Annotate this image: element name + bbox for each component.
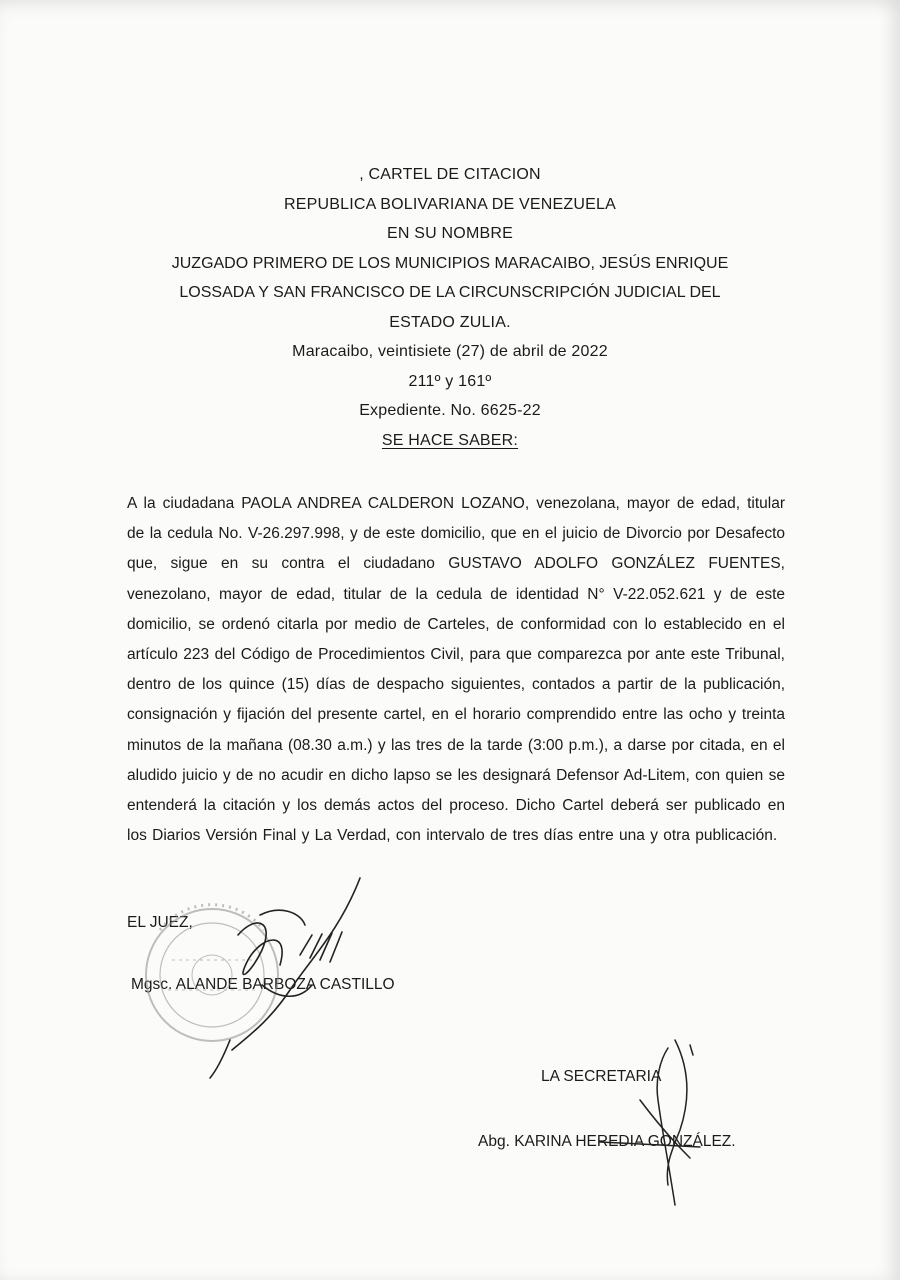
court-line-1: JUZGADO PRIMERO DE LOS MUNICIPIOS MARACAIBO, JESÚS ENRIQUE [171,254,729,272]
notice-paragraph: A la ciudadana PAOLA ANDREA CALDERON LOZANO, venezolana, mayor de edad, titular de la cedula No. V-26.297.998, y de este domicilio, que en el juicio de Divorcio por Desafecto que, sigue en su contra el ciudadano GUSTAVO ADOLFO GONZÁLEZ FUENTES, venezolano, mayor de edad, titular de la cedula de identidad N° V-22.052.621 y de este domicilio, se ordenó citarla por medio de Carteles, de conformidad con lo establecido en el artículo 223 del Código de Procedimientos Civil, para que comparezca por ante este Tribunal, dentro de los quince (15) días de despacho siguientes, contados a partir de la publicación, consignación y fijación del presente cartel, en el horario comprendido entre las ocho y treinta minutos de la mañana (08.30 a.m.) y las tres de la tarde (3:00 p.m.), a darse por citada, en el aludido juicio y de no acudir en dicho lapso se les designará Defensor Ad-Litem, con quien se entenderá la citación y los demás actos del proceso. Dicho Cartel deberá ser publicado en los Diarios Versión Final y La Verdad, con intervalo de tres días entre una y otra publicación. [127,495,785,845]
document-heading [100,160,800,455]
years-line: 211º y 161º [408,372,492,390]
cartel-title: , CARTEL DE CITACION [359,166,541,183]
notice-body [127,489,785,851]
secretaria-name: Abg. KARINA HEREDIA GONZÁLEZ. [478,1133,736,1150]
juez-label: EL JUEZ, [127,914,193,931]
court-line-3: ESTADO ZULIA. [389,313,511,331]
date-line: Maracaibo, veintisiete (27) de abril de 2022 [292,343,608,360]
court-line-2: LOSSADA Y SAN FRANCISCO DE LA CIRCUNSCRIPCIÓN JUDICIAL DEL [179,284,721,301]
secretaria-label: LA SECRETARIA [541,1068,662,1085]
en-su-nombre: EN SU NOMBRE [387,225,513,242]
secretary-signature-icon [600,1040,700,1205]
juez-name: Mgsc. ALANDE BARBOZA CASTILLO [131,976,395,993]
republic-line: REPUBLICA BOLIVARIANA DE VENEZUELA [284,195,616,213]
se-hace-saber: SE HACE SABER: [381,431,519,449]
expediente-line: Expediente. No. 6625-22 [359,402,541,419]
